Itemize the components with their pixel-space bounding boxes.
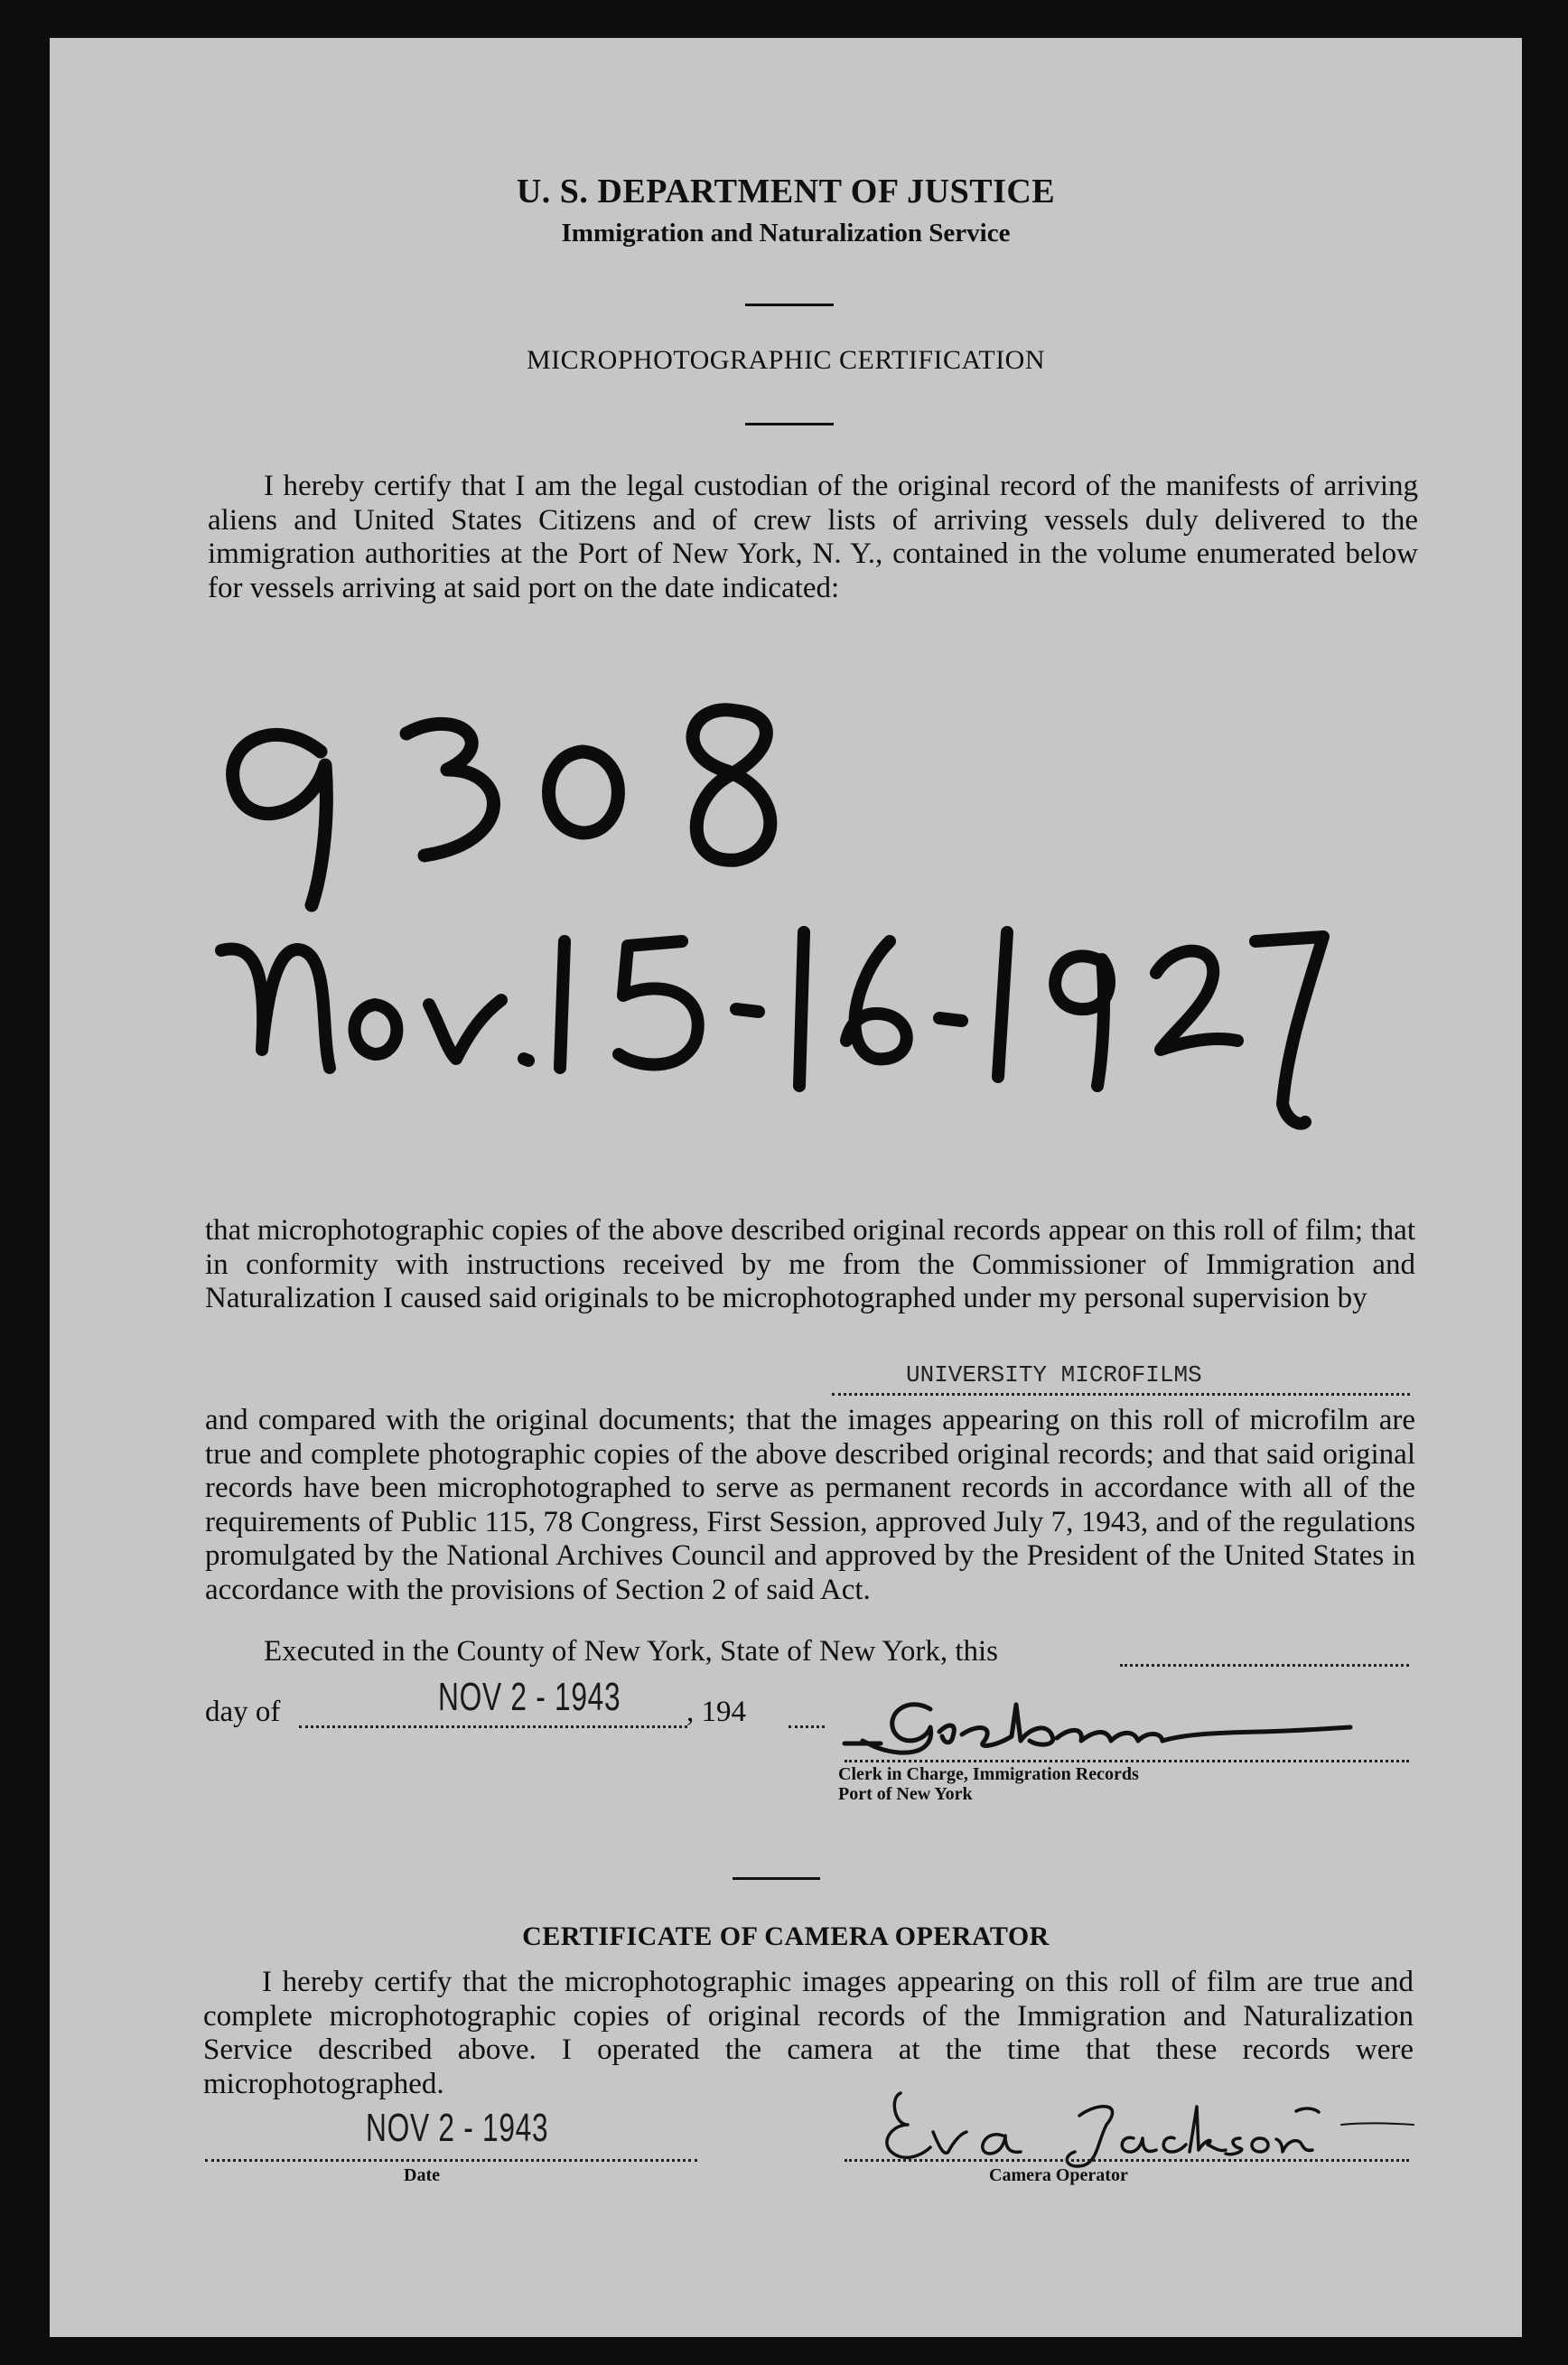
executed-line: Executed in the County of New York, State of New York, this: [264, 1635, 999, 1668]
department-heading: U. S. DEPARTMENT OF JUSTICE: [516, 173, 1056, 210]
certificate-page: [50, 38, 1522, 2337]
clerk-signature-line: [845, 1760, 1409, 1762]
day-of-label: day of: [205, 1696, 281, 1728]
service-subheading: Immigration and Naturalization Service: [561, 219, 1011, 248]
day-of-fill-line: [299, 1725, 687, 1728]
camera-operator-paragraph-text: I hereby certify that the microphotographic images appearing on this roll of film are true and complete microphotographic copies of original records of the Immigration and Naturalization Service described above. I operated the camera at the time that these records were microphotographed.: [203, 1966, 1414, 2100]
clerk-title: Clerk in Charge, Immigration Records: [838, 1764, 1139, 1784]
clerk-signature-drawing: [845, 1691, 1423, 1763]
camera-operator-paragraph: [203, 1966, 1414, 2101]
intro-paragraph: [208, 470, 1418, 605]
clerk-office: Port of New York: [838, 1784, 973, 1804]
date-label: Date: [404, 2165, 440, 2185]
handwritten-entry: [203, 670, 1468, 1176]
body-paragraph-part2: and compared with the original documents; that the images appearing on this roll of microfilm are true and complete photographic copies of the above described original records; and that said original records have been microphotographed to serve as permanent records in accordance with all of the requirements of Public 115, 78 Congress, First Session, approved July 7, 1943, and of the regulations promulgated by the National Archives Council and approved by the President of the United States in accordance with the provisions of Section 2 of said Act.: [205, 1404, 1415, 1606]
title-divider: [745, 423, 834, 425]
supervisor-fill-line: [832, 1393, 1410, 1396]
intro-paragraph-text: I hereby certify that I am the legal custodian of the original record of the manifests of arriving aliens and United States Citizens and of crew lists of arriving vessels duly delivered to the immigration authorities at the Port of New York, N. Y., contained in the volume enumerated below for vessels arriving at said port on the date indicated:: [208, 470, 1418, 604]
date-fill-line: [205, 2159, 697, 2162]
camera-date-stamp: NOV 2 - 1943: [366, 2106, 549, 2150]
execution-date-stamp: NOV 2 - 1943: [438, 1675, 621, 1719]
section-divider: [733, 1877, 820, 1880]
camera-operator-signature: [835, 2089, 1423, 2170]
camera-operator-signature-drawing: [835, 2089, 1423, 2170]
body-paragraph-continued: [205, 1404, 1415, 1607]
camera-operator-label: Camera Operator: [989, 2165, 1128, 2185]
handwritten-volume-drawing: [203, 670, 1468, 1176]
document-title: MICROPHOTOGRAPHIC CERTIFICATION: [526, 345, 1046, 375]
body-paragraph-part1: that microphotographic copies of the above described original records appear on this roll of film; that in conformity with instructions received by me from the Commissioner of Immigration and Naturalization I caused said originals to be microphotographed under my personal supervision by: [205, 1214, 1415, 1314]
camera-operator-signature-line: [845, 2159, 1409, 2162]
header-divider: [745, 304, 834, 306]
body-paragraph: [205, 1214, 1415, 1316]
camera-operator-heading: CERTIFICATE OF CAMERA OPERATOR: [522, 1921, 1050, 1951]
executed-day-fill-line: [1120, 1664, 1409, 1667]
clerk-signature: [845, 1691, 1423, 1763]
supervisor-name: UNIVERSITY MICROFILMS: [906, 1361, 1202, 1388]
year-prefix: , 194: [686, 1696, 746, 1728]
year-fill-line: [789, 1725, 825, 1728]
